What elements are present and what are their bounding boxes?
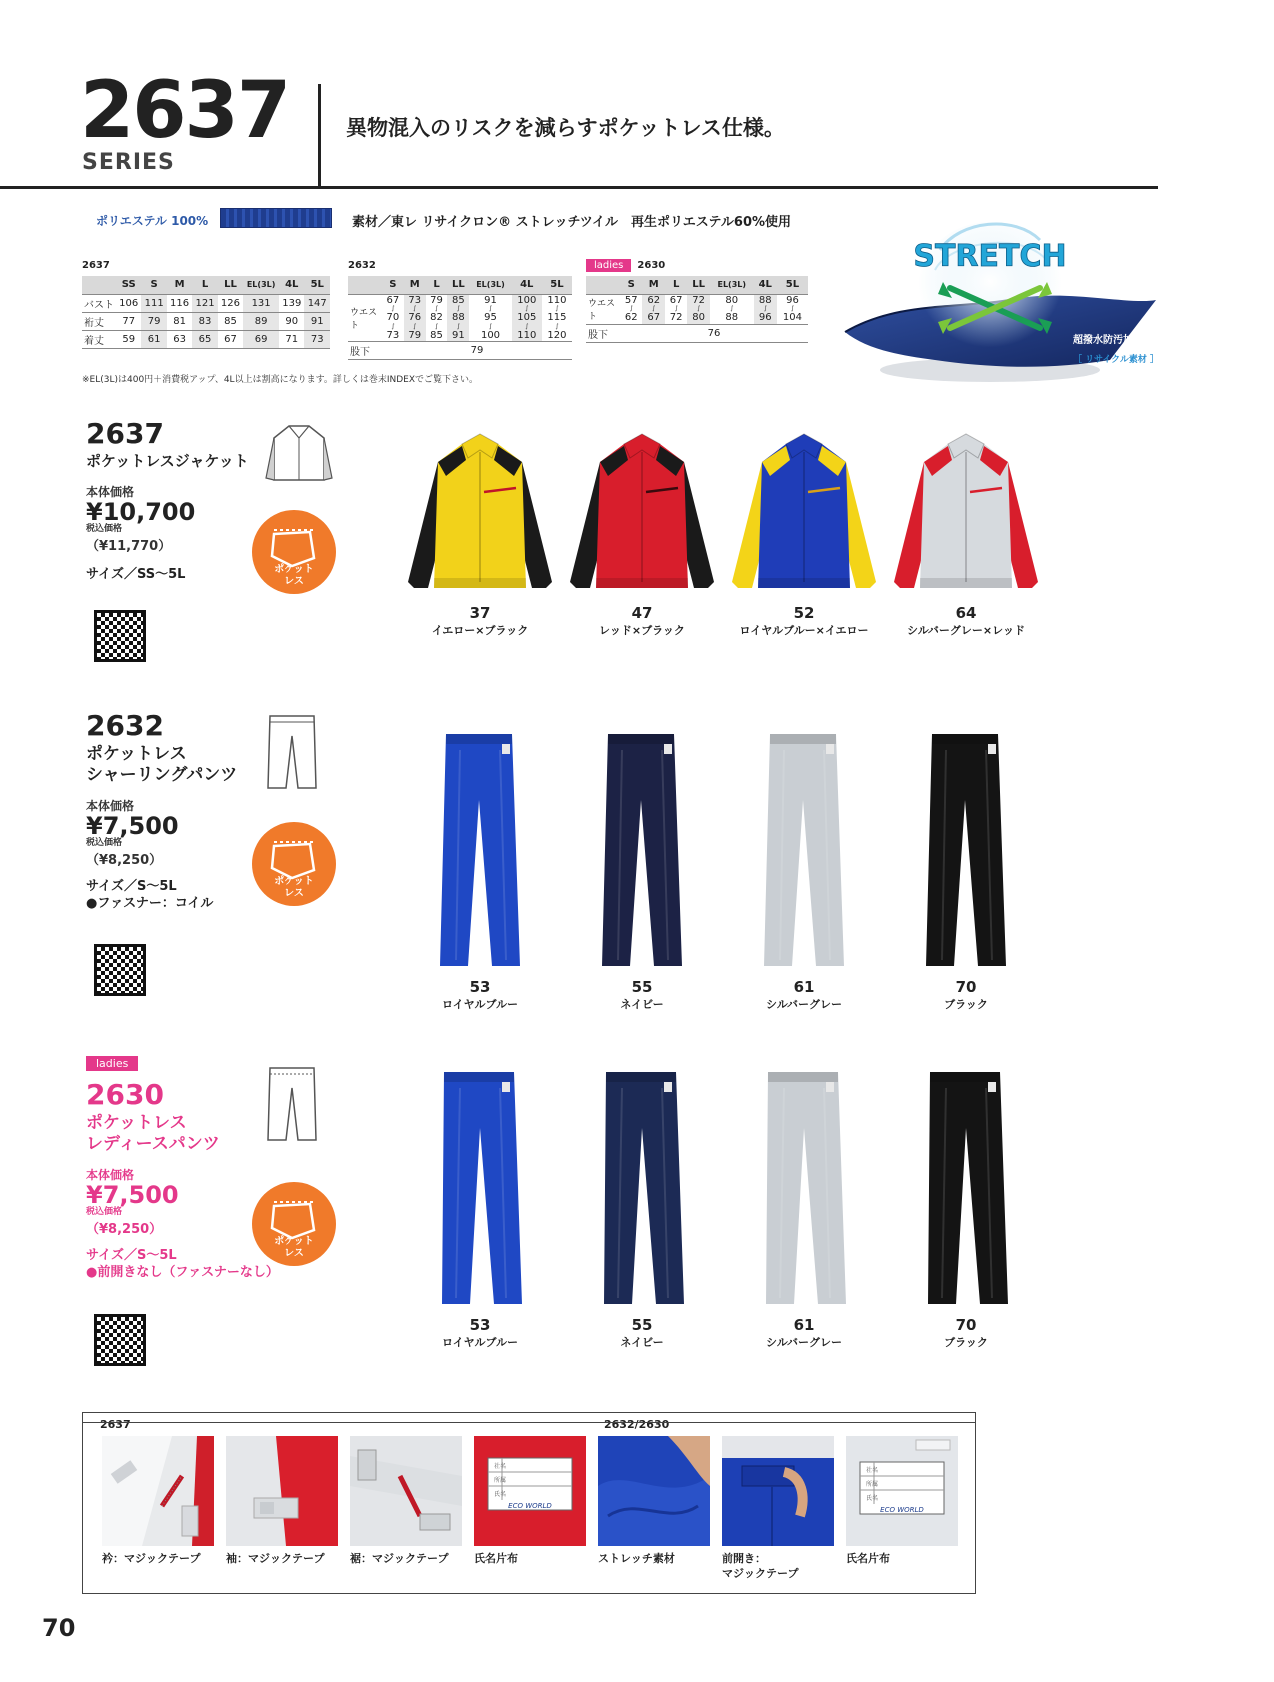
size-header: 5L	[542, 276, 572, 294]
size-footnote: ※EL(3L)は400円＋消費税アップ、4L以上は割高になります。詳しくは巻末INDEXでご覧下さい。	[82, 375, 479, 385]
pants-swatch	[440, 734, 520, 1011]
size-label-tag	[664, 1082, 672, 1092]
pants-swatch	[926, 734, 1006, 1011]
waist-cell: 88 ∫ 96	[754, 294, 777, 324]
size-header: L	[192, 276, 217, 294]
pocketless-badge	[252, 822, 336, 906]
product-name: シャーリングパンツ	[86, 765, 238, 786]
recycle-note: ［ リサイクル素材 ］	[1072, 355, 1160, 365]
size-header: 4L	[512, 276, 542, 294]
size-header: EL(3L)	[710, 276, 754, 294]
size-range: サイズ／SS～5L	[86, 566, 186, 582]
size-cell: 69	[243, 330, 279, 348]
size-header: 5L	[304, 276, 330, 294]
qr-code[interactable]	[94, 610, 146, 662]
stretch-fabric-graphic	[840, 210, 1160, 390]
size-cell: 65	[192, 330, 217, 348]
price: ¥7,500	[86, 811, 179, 840]
size-cell: 63	[167, 330, 192, 348]
stretch-badge	[840, 210, 1160, 390]
color-code: 55	[631, 1316, 653, 1334]
color-code: 61	[793, 1316, 815, 1334]
color-name: ロイヤルブルー	[441, 998, 519, 1011]
hem-band	[434, 578, 526, 588]
fabric-swatch	[220, 208, 332, 228]
size-cell: 77	[116, 312, 141, 330]
stretch-title: STRETCH	[913, 239, 1067, 274]
detail-caption: 氏名片布	[846, 1552, 890, 1565]
badge-text: レス	[284, 888, 304, 899]
color-code: 61	[793, 978, 815, 996]
product-name: ポケットレス	[86, 744, 187, 764]
size-header: L	[665, 276, 687, 294]
waist-cell: 57 ∫ 62	[620, 294, 642, 324]
tax-price: （¥8,250）	[86, 1221, 163, 1237]
detail-caption: 氏名片布	[474, 1552, 518, 1565]
size-cell: 59	[116, 330, 141, 348]
price-label: 本体価格	[86, 798, 135, 813]
color-code: 53	[469, 978, 491, 996]
svg-text:所属: 所属	[866, 1481, 879, 1488]
series-number: 2637	[80, 66, 290, 156]
color-code: 52	[793, 604, 815, 622]
detail-name-tag-photo	[474, 1436, 586, 1546]
size-cell: 116	[167, 294, 192, 312]
inseam-value: 76	[620, 324, 808, 342]
size-label-tag	[502, 744, 510, 754]
svg-text:氏名: 氏名	[494, 1491, 507, 1498]
badge-text: ポケット	[274, 564, 314, 575]
svg-text:氏名: 氏名	[866, 1495, 879, 1502]
row-label: 着丈	[82, 330, 116, 348]
jacket-color-swatches	[400, 432, 1090, 672]
detail-name-tag-photo-2	[846, 1436, 958, 1546]
pants-swatch	[602, 734, 682, 1011]
detail-stretch-photo	[598, 1436, 710, 1546]
size-label-tag	[664, 744, 672, 754]
pants-body	[766, 1072, 846, 1304]
ladies-pants-line-drawing	[262, 1064, 322, 1148]
headline: 異物混入のリスクを減らすポケットレス仕様。	[346, 116, 785, 140]
size-cell: 121	[192, 294, 217, 312]
header-divider	[318, 84, 321, 186]
detail-caption: 前開き： マジックテープ	[722, 1552, 799, 1580]
color-name: シルバーグレー	[766, 998, 842, 1011]
detail-fly-photo	[722, 1436, 834, 1546]
svg-text:社名: 社名	[866, 1467, 879, 1474]
waist-cell: 67 ∫ 72	[665, 294, 687, 324]
color-name: ネイビー	[620, 998, 664, 1011]
color-code: 64	[955, 604, 977, 622]
waist-cell: 96 ∫ 104	[777, 294, 808, 324]
qr-code[interactable]	[94, 944, 146, 996]
series-label: SERIES	[82, 150, 175, 175]
tax-label: 税込価格	[86, 523, 123, 534]
size-label-tag	[988, 1082, 996, 1092]
waist-cell: 100 ∫ 105 ∫ 110	[512, 294, 542, 342]
pants-line-drawing	[262, 712, 322, 796]
svg-text:所属: 所属	[494, 1477, 507, 1484]
product-name: レディースパンツ	[86, 1134, 220, 1155]
waist-cell: 79 ∫ 82 ∫ 85	[426, 294, 448, 342]
pocketless-badge	[252, 1182, 336, 1266]
detail-hem-photo	[350, 1436, 462, 1546]
size-cell: 131	[243, 294, 279, 312]
waistband	[446, 734, 512, 744]
pants-2630-color-swatches	[400, 1068, 1090, 1368]
jacket-swatch	[732, 434, 876, 637]
detail-id-jacket: 2637	[100, 1418, 131, 1431]
waist-cell: 67 ∫ 70 ∫ 73	[382, 294, 404, 342]
tax-price: （¥8,250）	[86, 852, 163, 868]
tax-label: 税込価格	[86, 837, 123, 848]
waistband	[444, 1072, 514, 1082]
row-label: ウエスト	[348, 294, 382, 342]
row-label: バスト	[82, 294, 116, 312]
jacket-swatch	[894, 434, 1038, 637]
waistband	[932, 734, 998, 744]
size-header: 5L	[777, 276, 808, 294]
product-name: ポケットレス	[86, 1113, 187, 1133]
color-name: シルバーグレー	[766, 1336, 842, 1349]
size-header: M	[642, 276, 664, 294]
tax-label: 税込価格	[86, 1206, 123, 1217]
size-header: 4L	[754, 276, 777, 294]
size-table-2630	[586, 258, 808, 343]
pants-body	[764, 734, 844, 966]
waistband	[770, 734, 836, 744]
price: ¥10,700	[86, 497, 196, 526]
row-label: 裄丈	[82, 312, 116, 330]
detail-collar-photo	[102, 1436, 214, 1546]
color-name: ネイビー	[620, 1336, 664, 1349]
product-note: ●ファスナー：コイル	[86, 896, 214, 912]
ladies-tag: ladies	[586, 259, 631, 272]
size-cell: 126	[218, 294, 243, 312]
pants-body	[604, 1072, 684, 1304]
detail-caption: ストレッチ素材	[598, 1552, 675, 1565]
size-cell: 85	[218, 312, 243, 330]
tax-price: （¥11,770）	[86, 538, 172, 554]
size-header: LL	[687, 276, 710, 294]
pants-swatch	[442, 1072, 522, 1349]
price-label: 本体価格	[86, 484, 135, 499]
badge-text: レス	[284, 576, 304, 587]
pants-2632-color-swatches	[400, 730, 1090, 1020]
size-table-id: 2630	[637, 259, 666, 271]
waistband	[930, 1072, 1000, 1082]
color-code: 70	[955, 1316, 977, 1334]
size-header: LL	[218, 276, 243, 294]
size-label-tag	[826, 744, 834, 754]
color-code: 37	[469, 604, 491, 622]
inseam-value: 79	[382, 342, 572, 360]
color-code: 47	[631, 604, 653, 622]
size-table-id: 2637	[82, 259, 110, 271]
waist-cell: 73 ∫ 76 ∫ 79	[404, 294, 426, 342]
size-header: SS	[116, 276, 141, 294]
size-cell: 61	[141, 330, 166, 348]
color-name: ロイヤルブルー×イエロー	[739, 624, 869, 637]
pocket-cross-icon	[252, 510, 336, 594]
row-label: 股下	[348, 342, 382, 360]
product-note: ●前開きなし（ファスナーなし）	[86, 1265, 279, 1281]
color-code: 53	[469, 1316, 491, 1334]
size-label-tag	[826, 1082, 834, 1092]
size-header: EL(3L)	[243, 276, 279, 294]
color-name: シルバーグレー×レッド	[906, 624, 1026, 637]
pants-body	[442, 1072, 522, 1304]
waist-cell: 80 ∫ 88	[710, 294, 754, 324]
product-name: ポケットレスジャケット	[86, 452, 249, 470]
pants-body	[440, 734, 520, 966]
size-cell: 139	[279, 294, 304, 312]
size-cell: 91	[304, 312, 330, 330]
pants-body	[928, 1072, 1008, 1304]
badge-text: レス	[284, 1248, 304, 1259]
size-cell: 106	[116, 294, 141, 312]
size-table-2637	[82, 258, 330, 349]
color-name: ブラック	[944, 1336, 988, 1349]
size-header: M	[167, 276, 192, 294]
color-code: 70	[955, 978, 977, 996]
product-number: 2632	[86, 709, 164, 742]
hem-band	[920, 578, 1012, 588]
jacket-swatch	[408, 434, 552, 637]
pants-swatch	[766, 1072, 846, 1349]
pants-body	[926, 734, 1006, 966]
pants-swatch	[604, 1072, 684, 1349]
header-rule	[0, 186, 1158, 189]
detail-caption: 裾：マジックテープ	[350, 1552, 449, 1565]
size-header: M	[404, 276, 426, 294]
product-number: 2637	[86, 417, 164, 450]
waist-cell: 72 ∫ 80	[687, 294, 710, 324]
size-range: サイズ／S～5L	[86, 1247, 177, 1263]
pocket-cross-icon	[252, 822, 336, 906]
size-cell: 67	[218, 330, 243, 348]
pants-body	[602, 734, 682, 966]
color-name: ブラック	[944, 998, 988, 1011]
size-label-tag	[988, 744, 996, 754]
svg-text:社名: 社名	[494, 1463, 507, 1470]
color-name: レッド×ブラック	[599, 624, 685, 637]
pants-swatch	[928, 1072, 1008, 1349]
page-number: 70	[42, 1614, 76, 1642]
hem-band	[758, 578, 850, 588]
jacket-swatch	[570, 434, 714, 637]
size-range: サイズ／S～5L	[86, 878, 177, 894]
color-name: イエロー×ブラック	[431, 624, 529, 637]
size-header: S	[141, 276, 166, 294]
detail-caption: 袖：マジックテープ	[226, 1552, 325, 1565]
material-description: 素材／東レ リサイクロン® ストレッチツイル 再生ポリエステル60%使用	[352, 215, 792, 230]
size-cell: 73	[304, 330, 330, 348]
badge-text: ポケット	[274, 876, 314, 887]
size-cell: 90	[279, 312, 304, 330]
svg-text:ECO WORLD: ECO WORLD	[880, 1506, 924, 1514]
size-cell: 71	[279, 330, 304, 348]
size-header: L	[426, 276, 448, 294]
size-cell: 79	[141, 312, 166, 330]
ladies-tag: ladies	[86, 1056, 138, 1071]
size-cell: 111	[141, 294, 166, 312]
pocketless-badge	[252, 510, 336, 594]
svg-text:ECO WORLD: ECO WORLD	[508, 1502, 552, 1510]
price: ¥7,500	[86, 1180, 179, 1209]
badge-text: ポケット	[274, 1236, 314, 1247]
jacket-line-drawing	[264, 418, 334, 492]
size-cell: 147	[304, 294, 330, 312]
fabric-label: ポリエステル 100%	[96, 214, 209, 228]
pocket-cross-icon	[252, 1182, 336, 1266]
waist-cell: 85 ∫ 88 ∫ 91	[447, 294, 469, 342]
waist-cell: 62 ∫ 67	[642, 294, 664, 324]
size-header: EL(3L)	[469, 276, 511, 294]
waist-cell: 91 ∫ 95 ∫ 100	[469, 294, 511, 342]
waistband	[608, 734, 674, 744]
size-header: S	[382, 276, 404, 294]
price-label: 本体価格	[86, 1167, 135, 1182]
waist-cell: 110 ∫ 115 ∫ 120	[542, 294, 572, 342]
size-label-tag	[502, 1082, 510, 1092]
size-cell: 89	[243, 312, 279, 330]
size-header: S	[620, 276, 642, 294]
row-label: ウエスト	[586, 294, 620, 324]
color-name: ロイヤルブルー	[441, 1336, 519, 1349]
size-cell: 83	[192, 312, 217, 330]
product-number: 2630	[86, 1078, 164, 1111]
size-cell: 81	[167, 312, 192, 330]
qr-code[interactable]	[94, 1314, 146, 1366]
detail-id-pants: 2632/2630	[604, 1418, 670, 1431]
size-table-id: 2632	[348, 259, 376, 271]
size-header: LL	[447, 276, 469, 294]
row-label: 股下	[586, 324, 620, 342]
waistband	[768, 1072, 838, 1082]
size-table-2632	[348, 258, 572, 360]
pants-swatch	[764, 734, 844, 1011]
detail-sleeve-photo	[226, 1436, 338, 1546]
color-code: 55	[631, 978, 653, 996]
waistband	[606, 1072, 676, 1082]
detail-caption: 衿：マジックテープ	[102, 1552, 201, 1565]
size-header: 4L	[279, 276, 304, 294]
stretch-feature: 超撥水防汚加工	[1073, 335, 1143, 346]
hem-band	[596, 578, 688, 588]
